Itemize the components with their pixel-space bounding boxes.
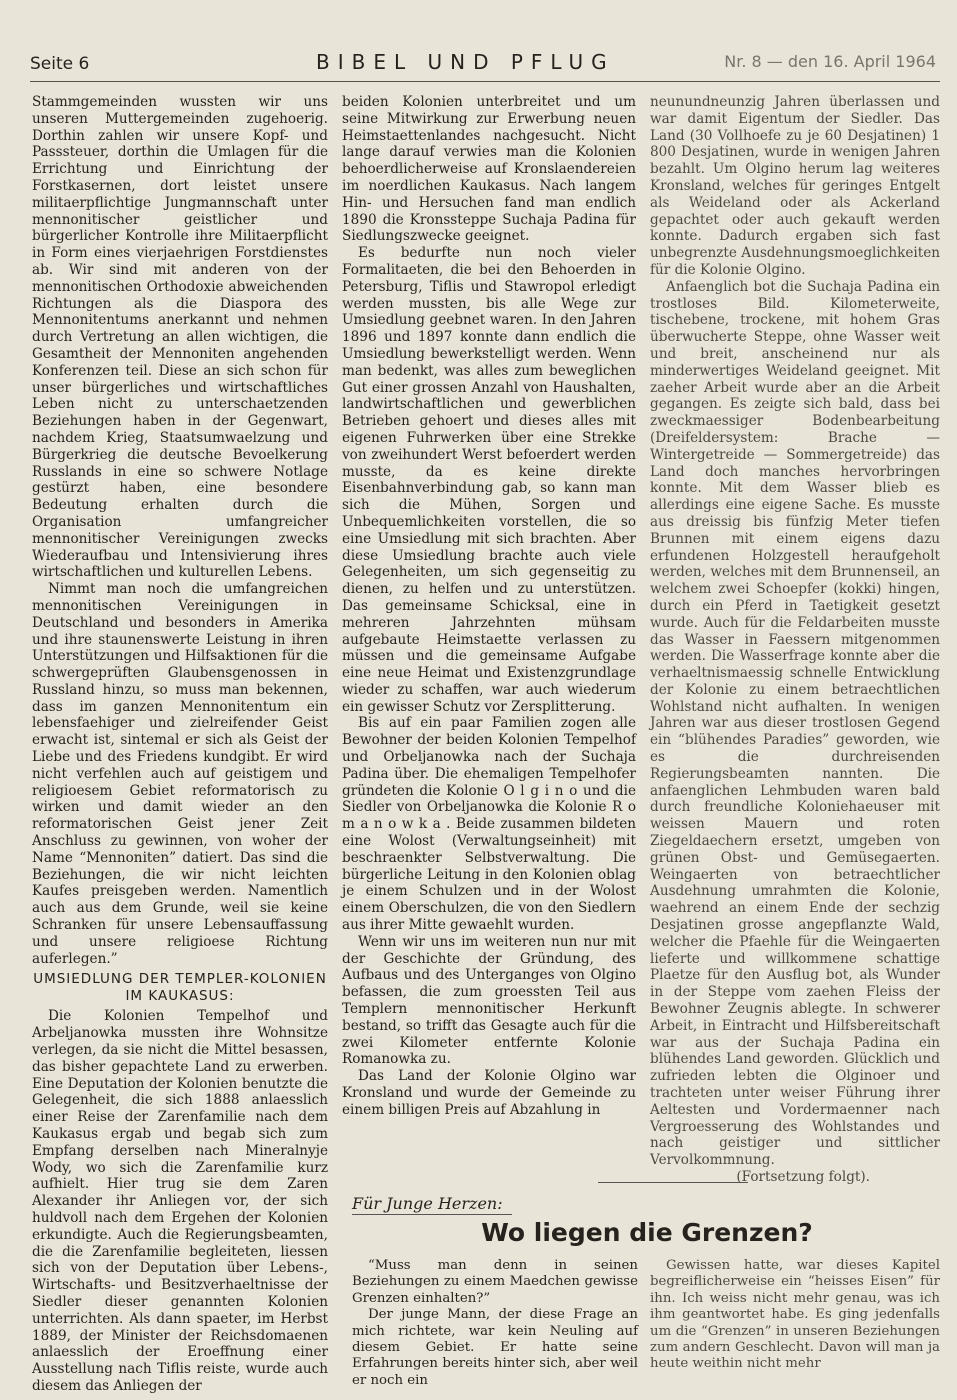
- column-1: [32, 94, 328, 1395]
- paragraph: Gewissen hatte, war dieses Kapitel begreiflicherweise ein “heisses Eisen” für ihn. Ich weiss nicht mehr genau, was ich ihm geantwortet habe. Es ging jedenfalls um die “Grenzen” in unseren Beziehungen zum andern Geschlecht. Davon will man ja heute weithin nicht mehr: [650, 1258, 940, 1372]
- paragraph: Stammgemeinden wussten wir uns unseren Muttergemeinden zugehoerig. Dorthin zahlen wir unsere Kopf- und Passsteuer, dorthin die Umlagen für die Errichtung und Einrichtung der Forstkasernen, dort leistet unsere militaerpflichtige Jungmannschaft unter mennonitischer geistlicher und bürgerlicher Kontrolle ihre Militaerpflicht in Form eines vierjaehrigen Forstdienstes ab. Wir sind mit anderen von der mennonitischen Orthodoxie abweichenden Richtungen als die Diaspora des Mennonitentums anerkannt und nehmen durch Vertretung an allen wichtigen, die Gesamtheit der Mennoniten angehenden Konferenzen teil. Diese an sich schon für unser bürgerliches und wirtschaftliches Leben nicht zu unterschaetzenden Beziehungen haben in der Gegenwart, nachdem Krieg, Staatsumwaelzung und Bürgerkrieg die deutsche Bevoelkerung Russlands in eine so schwere Notlage gestürzt haben, eine besondere Bedeutung erhalten durch die Organisation umfangreicher mennonitischer Vereinigungen zwecks Wiederaufbau und Intensivierung ihres wirtschaftlichen und kulturellen Lebens.: [32, 94, 328, 581]
- continuation-note: (Fortsetzung folgt).: [736, 1169, 870, 1185]
- page-header: [30, 48, 940, 82]
- paragraph: Nimmt man noch die umfangreichen mennonitischen Vereinigungen in Deutschland und besonders in Amerika und ihre staunenswerte Leistung in ihren Unterstützungen und Hilfsaktionen für die schwergeprüften Glaubensgenossen in Russland hinzu, so muss man bekennen, dass im ganzen Mennonitentum ein lebensfaehiger und zielreifender Geist erwacht ist, sintemal er sich als Geist der Liebe und des Friedens kundgibt. Er wird nicht verfehlen auch auf geistigem und religioesem Gebiet reformatorisch zu wirken und damit wieder an den reformatorischen Geist jener Zeit Anschluss zu gewinnen, von woher der Name “Mennoniten” datiert. Das sind die Beziehungen, die wir nicht leichten Kaufes preisgeben werden. Namentlich auch aus dem Grunde, weil sie keine Schranken für unsere Lebensauffassung und unsere religioese Richtung auferlegen.”: [32, 581, 328, 967]
- paragraph: “Muss man denn in seinen Beziehungen zu einem Maedchen gewisse Grenzen einhalten?”: [352, 1258, 638, 1306]
- paragraph: Wenn wir uns im weiteren nun nur mit der Geschichte der Gründung, des Aufbaus und des Unterganges von Olgino befassen, die zum groessten Teil aus Templern mennonitischer Herkunft bestand, so trifft das Gesagte auch für die zwei Kilometer entfernte Kolonie Romanowka zu.: [342, 933, 636, 1068]
- publication-title: BIBEL UND PFLUG: [316, 50, 615, 74]
- paragraph: Bis auf ein paar Familien zogen alle Bewohner der beiden Kolonien Tempelhof und Orbeljanowka nach der Suchaja Padina über. Die ehemaligen Tempelhofer gründeten die Kolonie O l g i n o und die Siedler von Orbeljanowka die Kolonie R o m a n o w k a . Beide zusammen bildeten eine Wolost (Verwaltungseinheit) mit beschraenkter Selbstverwaltung. Die bürgerliche Leitung in den Kolonien oblag je einem Schulzen und in der Wolost einem Oberschulzen, die von den Siedlern aus ihrer Mitte gewaehlt wurden.: [342, 715, 636, 934]
- article-separator: [598, 1182, 748, 1183]
- paragraph: Die Kolonien Tempelhof und Arbeljanowka mussten ihre Wohnsitze verlegen, da sie nicht die Mittel besassen, das bisher gepachtete Land zu erwerben. Eine Deputation der Kolonien benutzte die Gelegenheit, die sich 1888 anlaesslich einer Reise der Zarenfamilie nach dem Kaukasus ergab und begab sich zum Empfang derselben nach Mineralnyje Wody, wo sich die Zarenfamilie kurz aufhielt. Hier trug sie dem Zaren Alexander ihr Anliegen vor, der sich huldvoll nach dem Ergehen der Kolonien erkundigte. Auch die Regierungsbeamten, die die Zarenfamilie begleiteten, liessen sich von der Deputation über Lebens-, Wirtschafts- und Besitzverhaeltnisse der Siedler dieser genannten Kolonien unterrichten. Als dann spaeter, im Herbst 1889, der Minister der Reichsdomaenen anlaesslich der Eroeffnung einer Ausstellung nach Tiflis reiste, wurde auch diesem das Anliegen der: [32, 1008, 328, 1394]
- rubric-underline: [352, 1214, 512, 1215]
- header-rule: [30, 81, 940, 82]
- issue-date: Nr. 8 — den 16. April 1964: [724, 52, 936, 71]
- page-number: Seite 6: [30, 54, 90, 74]
- paragraph: Das Land der Kolonie Olgino war Kronsland und wurde der Gemeinde zu einem billigen Preis auf Abzahlung in: [342, 1068, 636, 1118]
- paragraph: beiden Kolonien unterbreitet und um seine Mitwirkung zur Erwerbung neuen Heimstaettenlandes nachgesucht. Nicht lange darauf verwies man die Kolonien behoerdlicherweise auf Kronslaendereien im noerdlichen Kaukasus. Nach langem Hin- und Hersuchen fand man endlich 1890 die Kronssteppe Suchaja Padina für Siedlungszwecke geeignet.: [342, 94, 636, 245]
- rubric-label: Für Junge Herzen:: [352, 1194, 503, 1213]
- paragraph: Es bedurfte nun noch vieler Formalitaeten, die bei den Behoerden in Petersburg, Tiflis und Stawropol erledigt werden mussten, bis alle Wege zur Umsiedlung geebnet waren. In den Jahren 1896 und 1897 konnte dann endlich die Umsiedlung bewerkstelligt werden. Wenn man bedenkt, was alles zum beweglichen Gut einer grossen Anzahl von Haushalten, landwirtschaftlichen und gewerblichen Betrieben gehoert und dieses alles mit eigenen Fuhrwerken über eine Strekke von zweihundert Werst befoerdert werden musste, da es keine direkte Eisenbahnverbindung gab, so kann man sich die Mühen, Sorgen und Unbequemlichkeiten vorstellen, die so eine Umsiedlung mit sich brachten. Aber diese Umsiedlung brachte auch viele Gelegenheiten, um sich gegenseitig zu dienen, zu helfen und zu unterstützen. Das gemeinsame Schicksal, eine in mehreren Jahrzehnten mühsam aufgebaute Heimstaette verlassen zu müssen und die gemeinsame Aufgabe eine neue Heimat und Existenzgrundlage wieder zu schaffen, war auch wiederum ein gewisser Schutz vor Zersplitterung.: [342, 245, 636, 715]
- paragraph: Der junge Mann, der diese Frage an mich richtete, war kein Neuling auf diesem Gebiet. Er hatte seine Erfahrungen bereits hinter sich, aber weil er noch ein: [352, 1307, 638, 1388]
- paragraph: Anfaenglich bot die Suchaja Padina ein trostloses Bild. Kilometerweite, tischebene, trockene, mit hohem Gras überwucherte Steppe, ohne Wasser weit und breit, anscheinend nur als minderwertiges Weideland geeignet. Mit zaeher Arbeit wurde aber an die Arbeit gegangen. Es zeigte sich bald, dass bei zweckmaessiger Bodenbearbeitung (Dreifeldersystem: Brache — Wintergetreide — Sommergetreide) das Land doch manches hervorbringen konnte. Mit dem Wasser blieb es allerdings eine eigene Sache. Es musste aus dreissig bis fünfzig Meter tiefen Brunnen mit einem eigens dazu erfundenen Holzgestell heraufgeholt werden, welches mit dem Brunnenseil, an welchem zwei Schoepfer (kokki) hingen, durch ein Pferd in Taetigkeit gesetzt wurde. Auch für die Feldarbeiten musste das Wasser in Faessern mitgenommen werden. Die Wasserfrage konnte aber die verhaeltnismaessig schnelle Entwicklung der Kolonie zu einem betraechtlichen Wohlstand nicht aufhalten. In wenigen Jahren war aus dieser trostlosen Gegend ein “blühendes Paradies” geworden, wie es die durchreisenden Regierungsbeamten nannten. Die anfaenglichen Lehmbuden waren bald durch freundliche Koloniehaeuser mit weissen Mauern und roten Ziegeldaechern ersetzt, umgeben von grünen Obst- und Gemüsegaerten. Weingaerten von betraechtlicher Ausdehnung umrahmten die Kolonie, waehrend an einem Ende der sechzig Desjatinen grosse angepflanzte Wald, welcher die Pfaehle für die Weingaerten lieferte und willkommene schattige Plaetze für den Ausflug bot, als Wunder in der Steppe vom zaehen Fleiss der Bewohner Zeugnis ablegte. In schwerer Arbeit, in Eintracht und Hilfsbereitschaft war aus der Suchaja Padina ein blühendes Land geworden. Glücklich und zufrieden lebten die Olginoer und trachteten unter weiser Führung ihrer Aeltesten und Vordermaenner nach Vergroesserung des Wohlstandes und nach geistiger und sittlicher Vervolkommnung.: [650, 278, 940, 1169]
- column-2: [342, 94, 636, 1119]
- article-column-left: [352, 1258, 638, 1389]
- section-heading: UMSIEDLUNG DER TEMPLER-KOLONIEN IM KAUKASUS:: [33, 971, 327, 1005]
- paragraph: neunundneunzig Jahren überlassen und war damit Eigentum der Siedler. Das Land (30 Vollhoefe zu je 60 Desjatinen) 1 800 Desjatinen, wurde in wenigen Jahren bezahlt. Um Olgino herum lag weiteres Kronsland, welches für geringes Entgelt als Weideland oder als Ackerland gepachtet oder auch gekauft werden konnte. Dadurch ergaben sich fast unbegrenzte Ausdehnungsmoeglichkeiten für die Kolonie Olgino.: [650, 94, 941, 278]
- article-column-right: [650, 1258, 940, 1373]
- column-3: [650, 94, 940, 1186]
- article-title: Wo liegen die Grenzen?: [481, 1218, 813, 1247]
